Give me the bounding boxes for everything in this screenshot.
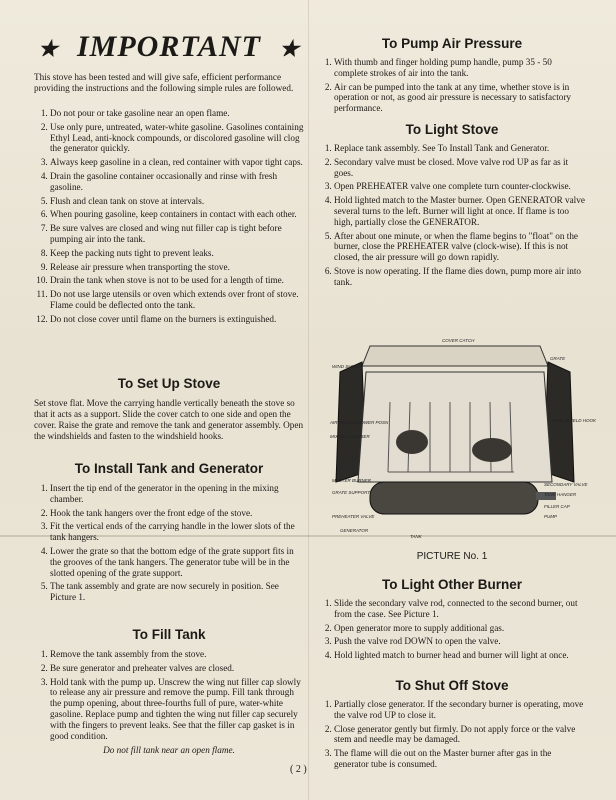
list-item: 4. Hold lighted match to the Master burner. Open GENERATOR valve several turns to the left. Burner will light at once. If flame is too high, partially close the GENERATOR.	[334, 195, 586, 227]
fill-title: To Fill Tank	[132, 627, 206, 642]
list-item: 4. Drain the gasoline container occasionally and rinse with fresh gasoline.	[50, 171, 304, 193]
list-item: 4. Hold lighted match to burner head and burner will light at once.	[334, 650, 586, 661]
list-item: 2. Open generator more to supply additional gas.	[334, 623, 586, 634]
list-item: 3. Always keep gasoline in a clean, red container with vapor tight caps.	[50, 157, 304, 168]
list-item: 2. Air can be pumped into the tank at any time, whether stove is in operation or not, as good air pressure is necessary to satisfactory performance.	[334, 82, 586, 114]
stove-body	[358, 372, 552, 482]
install-steps-list	[34, 483, 304, 603]
fold-line-vertical	[308, 0, 309, 800]
list-item: 1. Do not pour or take gasoline near an open flame.	[50, 108, 304, 119]
important-heading	[34, 30, 304, 64]
list-item: 12. Do not close cover until flame on the burners is extinguished.	[50, 314, 304, 325]
list-item: 5. After about one minute, or when the flame begins to "float" on the burner, close the PREHEATER valve (clock-wise). If this is not closed, the air pressure will go down rapidly.	[334, 231, 586, 263]
list-item: 3. Hold tank with the pump up. Unscrew the wing nut filler cap slowly to release any air pressure and remove the pump. Fill tank through the pump opening, about three-fourths full of pure, water-white gasoline. Replace pump and tighten the wing nut filler cap securely with the fingers to prevent leaks. See that the filler cap gasket is in good condition.	[50, 677, 304, 742]
light-title: To Light Stove	[405, 122, 499, 137]
important-rules-list	[34, 108, 304, 325]
list-item: 2. Use only pure, untreated, water-white gasoline. Gasolines containing Ethyl Lead, anti-knock compounds, or discolored gasoline will clog the generator quickly.	[50, 122, 304, 154]
list-item: 2. Close generator gently but firmly. Do not apply force or the valve stem and needle may be damaged.	[334, 724, 586, 746]
label-filler-cap: FILLER CAP	[544, 504, 570, 509]
label-pump: PUMP	[544, 514, 558, 519]
list-item: 6. When pouring gasoline, keep containers in contact with each other.	[50, 209, 304, 220]
list-item: 1. Replace tank assembly. See To Install Tank and Generator.	[334, 143, 586, 154]
label-grate: GRATE	[550, 356, 566, 361]
label-generator: GENERATOR	[340, 528, 369, 533]
label-mixing-chamber: MIXING CHAMBER	[330, 434, 370, 439]
pump-steps-list	[318, 57, 586, 114]
label-tank: TANK	[410, 534, 422, 539]
master-burner	[396, 430, 428, 454]
label-air-switch: AIR SWITCH LOWER POSN	[330, 420, 389, 425]
list-item: 6. Stove is now operating. If the flame dies down, pump more air into tank.	[334, 266, 586, 288]
pump-title: To Pump Air Pressure	[381, 36, 523, 51]
setup-title: To Set Up Stove	[117, 376, 221, 391]
second-burner	[472, 438, 512, 462]
other-burner-steps-list	[318, 598, 586, 661]
page-number: ( 2 )	[290, 764, 307, 775]
other-burner-title: To Light Other Burner	[382, 577, 522, 592]
picture-caption: PICTURE No. 1	[416, 551, 488, 562]
list-item: 10. Drain the tank when stove is not to be used for a length of time.	[50, 275, 304, 286]
label-cover-catch: COVER CATCH	[442, 338, 475, 343]
label-grate-support: GRATE SUPPORT	[332, 490, 371, 495]
list-item: 9. Release air pressure when transporting the stove.	[50, 262, 304, 273]
list-item: 7. Be sure valves are closed and wing nut filler cap is tight before pumping air into the tank.	[50, 223, 304, 245]
star-icon: ★	[38, 36, 59, 61]
install-title: To Install Tank and Generator	[74, 461, 264, 476]
list-item: 1. Remove the tank assembly from the stove.	[50, 649, 304, 660]
list-item: 11. Do not use large utensils or oven which extends over front of stove. Flame could be deflected onto the tank.	[50, 289, 304, 311]
stove-diagram	[330, 332, 597, 542]
list-item: 1. With thumb and finger holding pump handle, pump 35 - 50 complete strokes of air into the tank.	[334, 57, 586, 79]
list-item: 2. Hook the tank hangers over the front edge of the stove.	[50, 508, 304, 519]
list-item: 1. Slide the secondary valve rod, connected to the second burner, out from the case. See Picture 1.	[334, 598, 586, 620]
stove-cover	[362, 346, 548, 366]
list-item: 5. The tank assembly and grate are now securely in position. See Picture 1.	[50, 581, 304, 603]
list-item: 3. Fit the vertical ends of the carrying handle in the lower slots of the tank hangers.	[50, 521, 304, 543]
fill-steps-list	[34, 649, 304, 741]
star-icon: ★	[279, 36, 300, 61]
label-wind-shield-hook: WIND SHIELD HOOK	[552, 418, 597, 423]
list-item: 4. Lower the grate so that the bottom edge of the grate support fits in the grooves of the tank hangers. The generator tube will be in the slotted opening of the grate support.	[50, 546, 304, 578]
shutoff-steps-list	[318, 699, 586, 770]
list-item: 2. Secondary valve must be closed. Move valve rod UP as far as it goes.	[334, 157, 586, 179]
fuel-tank	[370, 482, 538, 514]
label-tank-hanger: TANK HANGER	[544, 492, 577, 497]
list-item: 3. Open PREHEATER valve one complete turn counter-clockwise.	[334, 181, 586, 192]
important-intro: This stove has been tested and will give safe, efficient performance providing the instructions and the following simple rules are followed.	[34, 72, 294, 93]
list-item: 5. Flush and clean tank on stove at intervals.	[50, 196, 304, 207]
label-master-burner: MASTER BURNER	[332, 478, 372, 483]
list-item: 1. Partially close generator. If the secondary burner is operating, move the valve rod UP to close it.	[334, 699, 586, 721]
list-item: 3. The flame will die out on the Master burner after gas in the generator tube is consumed.	[334, 748, 586, 770]
list-item: 3. Push the valve rod DOWN to open the valve.	[334, 636, 586, 647]
light-steps-list	[318, 143, 586, 288]
setup-text: Set stove flat. Move the carrying handle vertically beneath the stove so that it acts as a support. Slide the cover catch to one side and open the cover. Raise the grate and remove the tank and generator assembly. Open the windshields and fasten to the windshield hooks.	[34, 398, 304, 441]
list-item: 2. Be sure generator and preheater valves are closed.	[50, 663, 304, 674]
label-preheater-valve: PREHEATER VALVE	[332, 514, 375, 519]
important-title: IMPORTANT	[76, 30, 262, 63]
shutoff-title: To Shut Off Stove	[395, 678, 509, 693]
label-secondary-valve: SECONDARY VALVE	[544, 482, 588, 487]
list-item: 1. Insert the tip end of the generator in the opening in the mixing chamber.	[50, 483, 304, 505]
fill-note: Do not fill tank near an open flame.	[103, 745, 235, 756]
list-item: 8. Keep the packing nuts tight to prevent leaks.	[50, 248, 304, 259]
label-wind-shield: WIND SHIELD	[332, 364, 362, 369]
